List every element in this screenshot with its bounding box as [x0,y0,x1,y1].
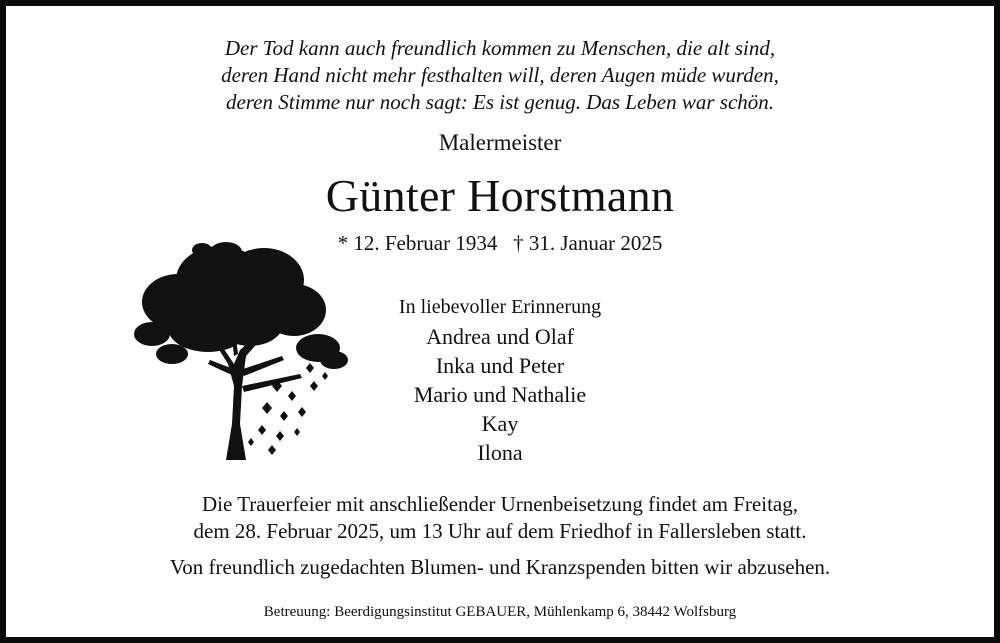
ceremony-line-2: dem 28. Februar 2025, um 13 Uhr auf dem Friedhof in Fallersleben statt. [193,519,807,543]
life-dates: * 12. Februar 1934 † 31. Januar 2025 [337,231,663,255]
quote-line-3: deren Stimme nur noch sagt: Es ist genug. Das Leben war schön. [225,90,775,114]
mourner-name: Ilona [477,440,523,465]
undertaker-credit: Betreuung: Beerdigungsinstitut GEBAUER, Mühlenkamp 6, 38442 Wolfsburg [263,604,737,620]
deceased-name: Günter Horstmann [325,170,675,221]
quote-line-2: deren Hand nicht mehr festhalten will, deren Augen müde wurden, [221,63,779,87]
ceremony-line-1: Die Trauerfeier mit anschließender Urnenbeisetzung findet am Freitag, [202,492,798,516]
mourner-name: Mario und Nathalie [413,382,587,407]
deceased-title: Malermeister [438,130,562,155]
mourner-name: Kay [481,411,519,436]
flowers-note: Von freundlich zugedachten Blumen- und Kranzspenden bitten wir abzusehen. [169,555,831,579]
mourner-name: Inka und Peter [435,353,565,378]
mourners-intro: In liebevoller Erinnerung [398,296,602,318]
mourner-name: Andrea und Olaf [426,324,574,349]
quote-line-1: Der Tod kann auch freundlich kommen zu Menschen, die alt sind, [224,36,776,60]
